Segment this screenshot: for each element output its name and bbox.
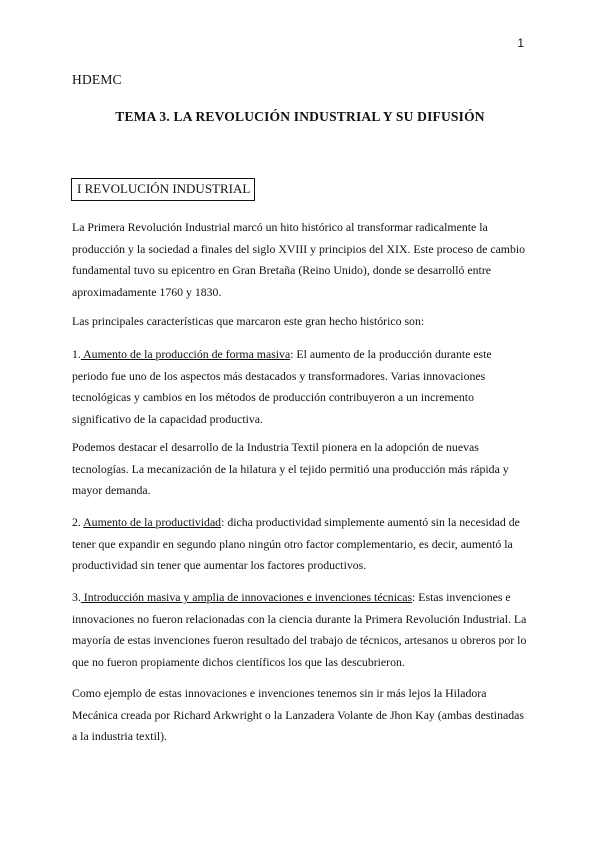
paragraph-intro-1: La Primera Revolución Industrial marcó un hito histórico al transformar radicalmente la producción y la sociedad a finales del siglo XVIII y principios del XIX. Este proceso de cambio fundamental tuvo su epicentro en Gran Bretaña (Reino Unido), donde se desarrolló entre aproximadamente 1760 y 1830.: [72, 220, 526, 299]
body-item-3: [72, 587, 528, 673]
item-3-number: 3.: [72, 590, 81, 604]
body-item-1-extra: [72, 437, 528, 502]
item-1-number: 1.: [72, 347, 81, 361]
list-item-1: [72, 344, 528, 430]
body-intro-2: [72, 311, 528, 333]
item-2-text: : dicha productividad simplemente aumentó sin la necesidad de tener que expandir en segundo plano ningún otro factor complementario, es decir, aumentó la productividad sin tener que aumentar los factores productivos.: [72, 515, 520, 573]
item-1-heading: Aumento de la producción de forma masiva: [80, 347, 291, 361]
item-3-text: : Estas invenciones e innovaciones no fueron relacionadas con la ciencia durante la Primera Revolución Industrial. La mayoría de estas invenciones fueron resultado del trabajo de técnicos, artesanos u obreros por lo que no fueron propiamente dichos científicos los que las descubrieron.: [72, 590, 527, 669]
body-intro-1: [72, 217, 528, 303]
section-heading-box: I REVOLUCIÓN INDUSTRIAL: [71, 178, 255, 201]
paragraph-intro-2: Las principales características que marcaron este gran hecho histórico son:: [72, 314, 425, 328]
page-number: 1: [517, 36, 524, 50]
list-item-3: [72, 587, 528, 673]
item-3-heading: Introducción masiva y amplia de innovaciones e invenciones técnicas: [80, 590, 413, 604]
document-title: TEMA 3. LA REVOLUCIÓN INDUSTRIAL Y SU DIFUSIÓN: [115, 109, 485, 124]
body-item-1: [72, 344, 528, 430]
item-2-heading: Aumento de la productividad: [83, 515, 222, 529]
paragraph-item-1-extra: Podemos destacar el desarrollo de la Industria Textil pionera en la adopción de nuevas tecnologías. La mecanización de la hilatura y el tejido permitió una producción más rápida y mayor demanda.: [72, 440, 509, 498]
body-item-2: [72, 512, 528, 577]
body-closing: [72, 683, 528, 748]
item-2-number: 2.: [72, 515, 84, 529]
list-item-2: [72, 512, 528, 577]
paragraph-closing: Como ejemplo de estas innovaciones e invenciones tenemos sin ir más lejos la Hiladora Mecánica creada por Richard Arkwright o la Lanzadera Volante de Jhon Kay (ambas destinadas a la industria textil).: [72, 686, 524, 744]
header-label: HDEMC: [72, 72, 122, 87]
item-1-text: : El aumento de la producción durante este periodo fue uno de los aspectos más destacados y transformadores. Varias innovaciones tecnológicas y cambios en los métodos de producción contribuyeron a un incremento significativo de la capacidad productiva.: [72, 347, 492, 426]
